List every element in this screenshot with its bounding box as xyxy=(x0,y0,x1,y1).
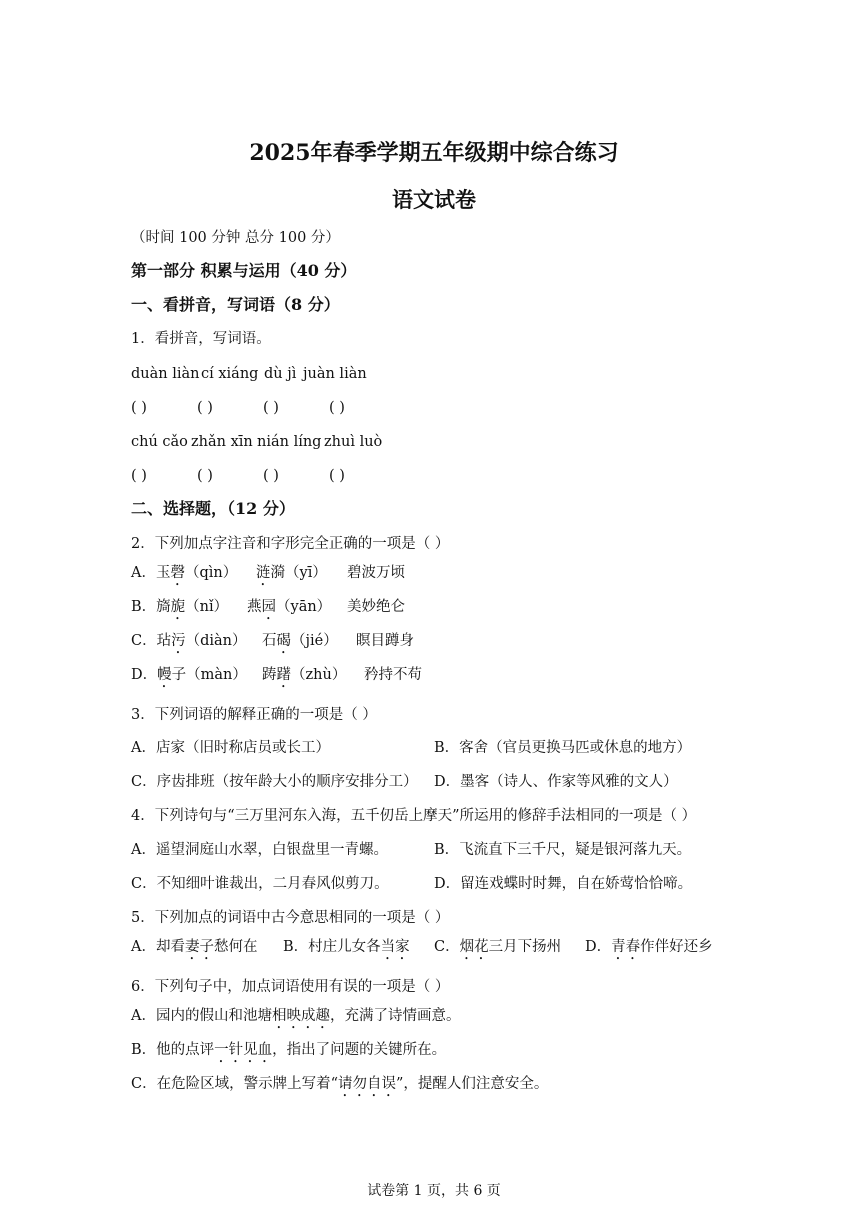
section-heading-1: 一、看拼音，写词语（8 分） xyxy=(131,295,340,314)
answer-blank[interactable]: ( ) xyxy=(329,468,345,484)
q2-option-c2: 石碣（jié） xyxy=(262,633,338,649)
q2-option-d: D．幔子（màn） xyxy=(131,667,247,683)
pinyin-item: chú cǎo xyxy=(131,434,188,450)
question-3: 3．下列词语的解释正确的一项是（ ） xyxy=(131,707,377,723)
part-heading: 第一部分 积累与运用（40 分） xyxy=(131,261,357,280)
q2-option-d2: 踌躇（zhù） xyxy=(262,667,347,683)
q2-option-b2: 燕园（yān） xyxy=(247,599,332,615)
q3-option-b: B．客舍（官员更换马匹或休息的地方） xyxy=(434,740,692,756)
q2-option-d3: 矜持不苟 xyxy=(364,667,422,683)
q4-option-a: A．遥望洞庭山水翠，白银盘里一青螺。 xyxy=(131,842,388,858)
answer-blank[interactable]: ( ) xyxy=(329,400,345,416)
question-5: 5．下列加点的词语中古今意思相同的一项是（ ） xyxy=(131,910,450,926)
q5-option-c: C．烟花三月下扬州 xyxy=(434,939,562,955)
q4-option-d: D．留连戏蝶时时舞，自在娇莺恰恰啼。 xyxy=(434,876,693,892)
q6-option-b: B．他的点评一针见血，指出了问题的关键所在。 xyxy=(131,1042,447,1058)
q5-option-a: A．却看妻子愁何在 xyxy=(131,939,258,955)
page-footer: 试卷第 1 页，共 6 页 xyxy=(367,1183,501,1199)
answer-blank[interactable]: ( ) xyxy=(263,400,279,416)
question-2: 2．下列加点字注音和字形完全正确的一项是（ ） xyxy=(131,536,450,552)
exam-title: 2025年春季学期五年级期中综合练习 xyxy=(249,140,619,166)
exam-subtitle: 语文试卷 xyxy=(392,187,476,212)
answer-blank[interactable]: ( ) xyxy=(131,400,147,416)
q2-option-a3: 碧波万顷 xyxy=(347,565,405,581)
q4-option-b: B．飞流直下三千尺，疑是银河落九天。 xyxy=(434,842,692,858)
q5-option-b: B．村庄儿女各当家 xyxy=(283,939,410,955)
pinyin-item: duàn liàn xyxy=(131,366,200,382)
q6-option-a: A．园内的假山和池塘相映成趣，充满了诗情画意。 xyxy=(131,1008,461,1024)
q5-option-d: D．青春作伴好还乡 xyxy=(585,939,713,955)
question-4: 4．下列诗句与“三万里河东入海，五千仞岳上摩天”所运用的修辞手法相同的一项是（ ） xyxy=(131,808,697,824)
question-6: 6．下列句子中，加点词语使用有误的一项是（ ） xyxy=(131,979,450,995)
q2-option-b: B．旖旎（nǐ） xyxy=(131,599,229,615)
pinyin-item: juàn liàn xyxy=(303,366,367,382)
pinyin-item: zhǎn xīn xyxy=(191,434,253,450)
pinyin-item: zhuì luò xyxy=(324,434,383,450)
exam-info: （时间 100 分钟 总分 100 分） xyxy=(131,230,340,246)
section-heading-2: 二、选择题，（12 分） xyxy=(131,499,295,518)
q2-option-b3: 美妙绝仑 xyxy=(347,599,405,615)
answer-blank[interactable]: ( ) xyxy=(197,400,213,416)
pinyin-item: cí xiáng xyxy=(201,366,259,382)
q2-option-c: C．玷污（diàn） xyxy=(131,633,247,649)
q2-option-c3: 瞑目蹲身 xyxy=(356,633,414,649)
q2-option-a2: 涟漪（yī） xyxy=(256,565,327,581)
answer-blank[interactable]: ( ) xyxy=(263,468,279,484)
pinyin-item: nián líng xyxy=(257,434,322,450)
pinyin-item: dù jì xyxy=(264,366,297,382)
answer-blank[interactable]: ( ) xyxy=(131,468,147,484)
q2-option-a: A．玉磬（qìn） xyxy=(131,565,238,581)
question-1: 1．看拼音，写词语。 xyxy=(131,331,271,347)
q3-option-d: D．墨客（诗人、作家等风雅的文人） xyxy=(434,774,678,790)
q4-option-c: C．不知细叶谁裁出，二月春风似剪刀。 xyxy=(131,876,389,892)
answer-blank[interactable]: ( ) xyxy=(197,468,213,484)
q6-option-c: C．在危险区域，警示牌上写着“请勿自误”，提醒人们注意安全。 xyxy=(131,1076,549,1092)
q3-option-c: C．序齿排班（按年龄大小的顺序安排分工） xyxy=(131,774,418,790)
q3-option-a: A．店家（旧时称店员或长工） xyxy=(131,740,330,756)
